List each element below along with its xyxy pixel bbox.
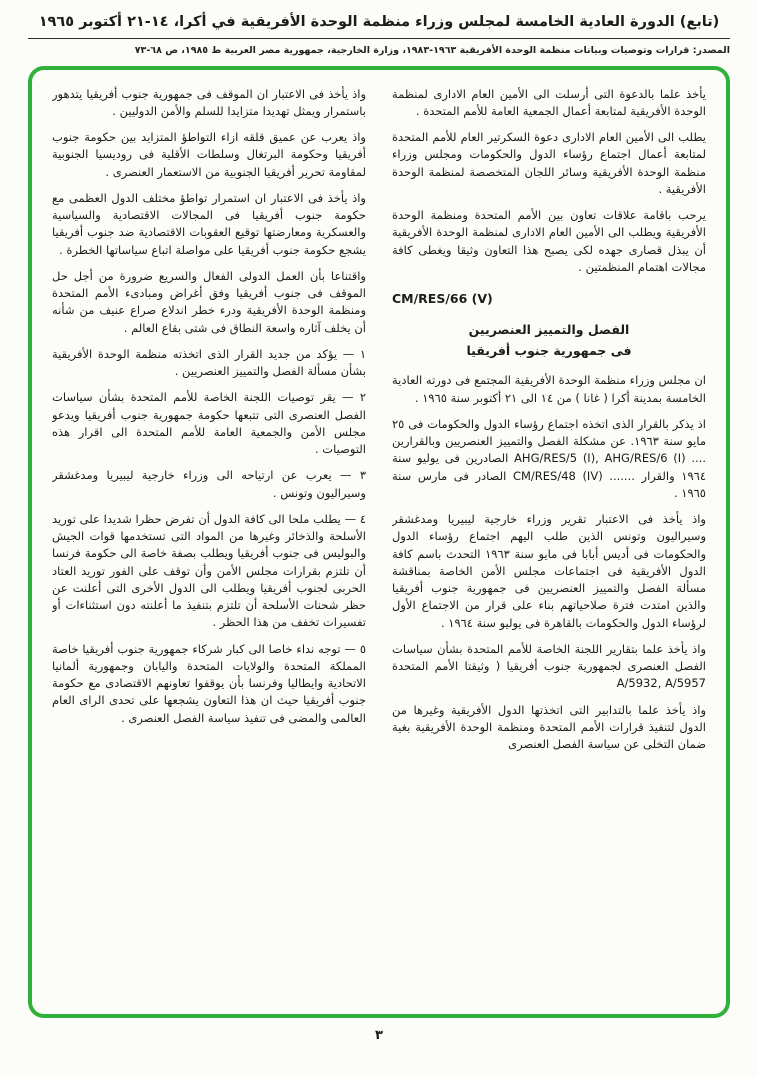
paragraph: واذ يأخذ علما بتقارير اللجنة الخاصة للأمم المتحدة بشأن سياسات الفصل العنصرى لجمهورية جنوب أفريقيا ( وثيقتا الأمم المتحدة A/5932, A/5957 (392, 641, 706, 691)
two-column-layout (52, 86, 706, 998)
paragraph: واذ يأخذ فى الاعتبار ان استمرار تواطؤ مختلف الدول العظمى مع حكومة جنوب أفريقيا فى المجالات الاقتصادية والسياسية والعسكرية ومعارضتها توقيع العقوبات الاقتصادية ضد جنوب أفريقيا يشجع حكومة جنوب أفريقيا على مواصلة اتباع سياساتها الخطرة . (52, 190, 366, 257)
column-right (392, 86, 706, 998)
document-header (0, 0, 758, 58)
paragraph: يأخذ علما بالدعوة التى أرسلت الى الأمين العام الادارى لمنظمة الوحدة الأفريقية لمتابعة أعمال الجمعية العامة للأمم المتحدة . (392, 86, 706, 118)
resolution-code: CM/RES/66 (V) (392, 291, 493, 307)
paragraph: واذ يأخذ فى الاعتبار تقرير وزراء خارجية ليبيريا ومدغشقر وسيراليون وتونس الذين طلب اليهم اجتماع رؤساء الدول والحكومات فى أديس أبابا فى مايو سنة ١٩٦٣ التحدث باسم كافة الدول الأفريقية فى اجتماعات مجلس الأمن الخاصة بمناقشة مسألة الفصل والتمييز العنصريين فى جمهورية جنوب أفريقيا والذين امتدت فترة صلاحياتهم بناء على قرار من الاجتماع الأول لرؤساء الدول والحكومات بالقاهرة فى يوليو سنة ١٩٦٤ . (392, 512, 706, 630)
paragraph: واذ يأخذ علما بالتدابير التى اتخذتها الدول الأفريقية وغيرها من الدول لتنفيذ قرارات الأمم المتحدة ومنظمة الوحدة الأفريقية بغية ضمان التخلى عن سياسة الفصل العنصرى (392, 702, 706, 752)
paragraph: اذ يذكر بالقرار الذى اتخذه اجتماع رؤساء الدول والحكومات فى ٢٥ مايو سنة ١٩٦٣. عن مشكلة الفصل والتمييز العنصريين وبالقرارين .... AHG/RES/5 (I), AHG/RES/6 (I) الصادرين فى يوليو سنة ١٩٦٤ والقرار ....... CM/RES/48 (IV) الصادر فى مارس سنة ١٩٦٥ . (392, 416, 706, 500)
page-number: ٣ (375, 1027, 383, 1043)
numbered-item-1: ١ — يؤكد من جديد القرار الذى اتخذته منظمة الوحدة الأفريقية بشأن مسألة الفصل والتمييز العنصريين . (52, 346, 366, 379)
document-source-line: المصدر: قرارات وتوصيات وبيانات منظمة الوحدة الأفريقية ١٩٦٣-١٩٨٣، وزارة الخارجية، جمهورية مصر العربية ط ١٩٨٥، ص ٦٨-٧٣ (134, 45, 730, 57)
green-border-frame (28, 66, 730, 1018)
numbered-item-4: ٤ — يطلب ملحا الى كافة الدول أن تفرض حظرا شديدا على توريد الأسلحة والذخائر وغيرها من المواد التى تستخدمها قوات الجيش والبوليس فى جنوب أفريقيا ويطلب بصفة خاصة الى حكومة فرنسا أن تلتزم بقرارات مجلس الأمن وأن توقف على الفور توريد العتاد الحربى لجنوب أفريقيا ويطلب الى الدول الأخرى التى أعلنت عن حظر شحنات الأسلحة أن تلتزم بتنفيذ ما أعلنته دون استثناءات أو تفسيرات تخفف من هذا الحظر . (52, 511, 366, 630)
resolution-heading-line2: فى جمهورية جنوب أفريقيا (466, 342, 632, 358)
resolution-heading-line1: الفصل والتمييز العنصريين (468, 321, 630, 337)
numbered-item-5: ٥ — توجه نداء خاصا الى كبار شركاء جمهورية جنوب أفريقيا خاصة المملكة المتحدة والولايات المتحدة واليابان وجمهورية ألمانيا الاتحادية وايطاليا وفرنسا بأن يوقفوا تعاونهم الاقتصادى مع حكومة جنوب أفريقيا حيث ان هذا التعاون يشجعها على تحدى الراى العام العالمى والمضى فى تنفيذ سياسة الفصل العنصرى . (52, 641, 366, 725)
paragraph: ان مجلس وزراء منظمة الوحدة الأفريقية المجتمع فى دورته العادية الخامسة بمدينة أكرا ( غانا ) من ١٤ الى ٢١ أكتوبر سنة ١٩٦٥ . (392, 373, 706, 405)
paragraph: واذ يأخذ فى الاعتبار ان الموقف فى جمهورية جنوب أفريقيا يتدهور باستمرار ويمثل تهديدا متزايدا للسلم والأمن الدوليين . (52, 86, 366, 118)
numbered-item-3: ٣ — يعرب عن ارتياحه الى وزراء خارجية ليبيريا ومدغشقر وسيراليون وتونس . (52, 468, 366, 500)
page-footer (0, 1024, 758, 1043)
document-title: (تابع) الدورة العادية الخامسة لمجلس وزراء منظمة الوحدة الأفريقية في أكرا، ١٤-٢١ أكتوبر ١٩٦٥ (38, 14, 720, 30)
paragraph: يطلب الى الأمين العام الادارى دعوة السكرتير العام للأمم المتحدة لمتابعة أعمال اجتماع رؤساء الدول والحكومات ومجلس وزراء منظمة الوحدة الأفريقية وسائر اللجان المتخصصة لمنظمة الوحدة الأفريقية . (392, 130, 706, 196)
paragraph: يرحب باقامة علاقات تعاون بين الأمم المتحدة ومنظمة الوحدة الأفريقية ويطلب الى الأمين العام الادارى لمنظمة الوحدة الأفريقية أن يبذل قصارى جهده لكى يصبح هذا التعاون وثيقا ويغطى كافة مجالات اهتمام المنظمتين . (392, 208, 706, 274)
numbered-item-2: ٢ — يقر توصيات اللجنة الخاصة للأمم المتحدة بشأن سياسات الفصل العنصرى التى تتبعها حكومة جمهورية جنوب أفريقيا ويدعو مجلس الأمن والجمعية العامة للأمم المتحدة الى اقرار هذه التوصيات . (52, 390, 366, 457)
paragraph: واذ يعرب عن عميق قلقه ازاء التواطؤ المتزايد بين حكومة جنوب أفريقيا وحكومة البرتغال وسلطات الأقلية فى روديسيا الجنوبية لمقاومة تحرير أفريقيا الجنوبية من الاستعمار العنصرى . (52, 130, 366, 179)
header-divider (28, 38, 730, 39)
paragraph: واقتناعا بأن العمل الدولى الفعال والسريع ضرورة من أجل حل الموقف فى جنوب أفريقيا وفق أغراض ومبادىء الأمم المتحدة ومنظمة الوحدة الأفريقية ودرء خطر اندلاع صراع عنيف من شأنه أن يخلف آثاره واسعة النطاق فى شتى بقاع العالم . (52, 268, 366, 335)
column-left (52, 86, 366, 998)
